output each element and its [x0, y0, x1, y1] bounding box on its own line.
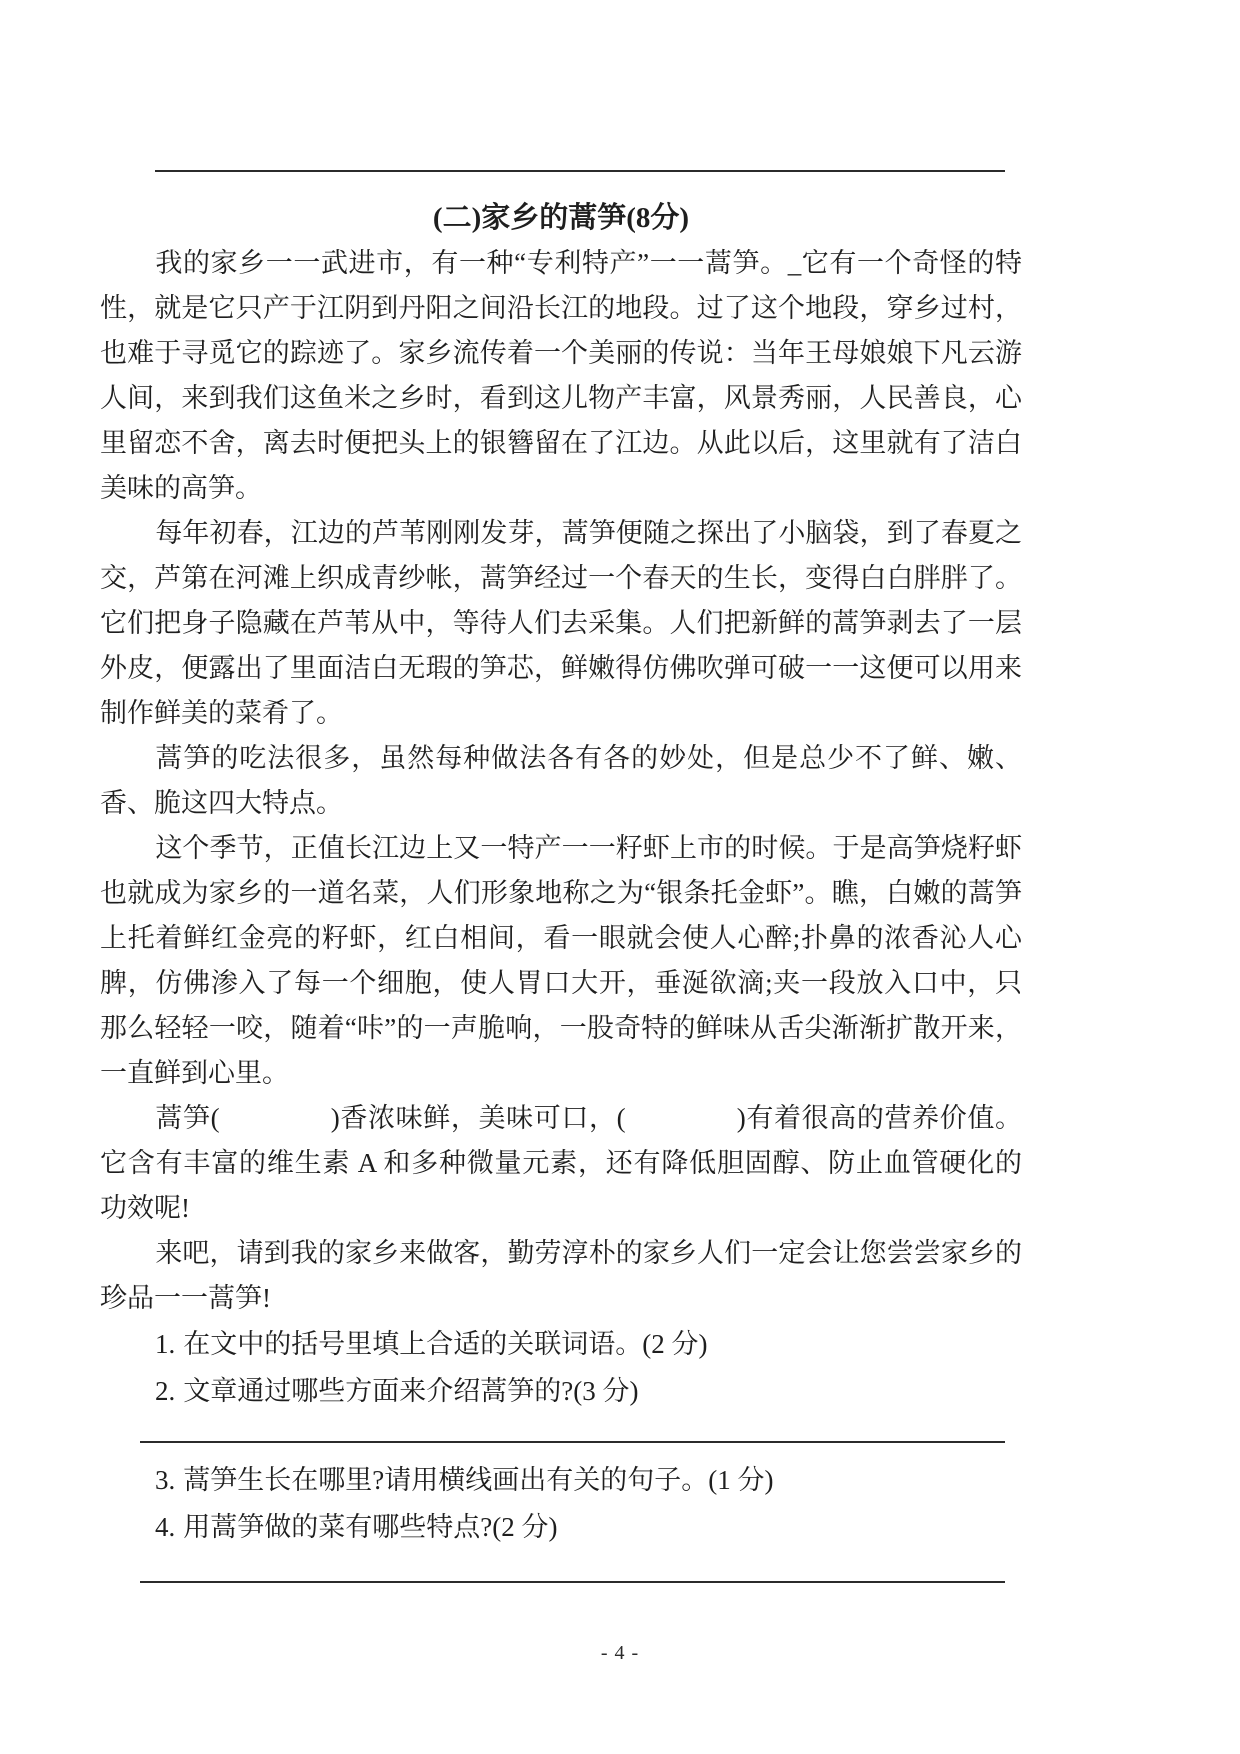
passage-paragraph-1: 我的家乡一一武进市，有一种“专利特产”一一蒿笋。_它有一个奇怪的特性，就是它只产于江阴到丹阳之间沿长江的地段。过了这个地段，穿乡过村，也难于寻觅它的踪迹了。家乡流传着一个美丽的传说：当年王母娘娘下凡云游人间，来到我们这鱼米之乡时，看到这儿物产丰富，风景秀丽，人民善良，心里留恋不舍，离去时便把头上的银簪留在了江边。从此以后，这里就有了洁白美味的高笋。 — [100, 248, 1022, 503]
passage-title: (二)家乡的蒿笋(8分) — [432, 202, 690, 234]
page-footer — [0, 1642, 1240, 1665]
question-1-number: 1. — [155, 1329, 176, 1359]
question-4 — [100, 1504, 1022, 1551]
question-4-text: 用蒿笋做的菜有哪些特点?(2 分) — [183, 1512, 558, 1542]
question-3 — [100, 1457, 1022, 1504]
question-2 — [100, 1368, 1022, 1415]
question-1-text: 在文中的括号里填上合适的关联词语。(2 分) — [183, 1329, 708, 1359]
top-section-divider — [155, 170, 1005, 172]
test-paper-content — [100, 170, 1022, 1583]
passage-paragraph-2: 每年初春，江边的芦苇刚刚发芽，蒿笋便随之探出了小脑袋，到了春夏之交，芦第在河滩上织成青纱帐，蒿笋经过一个春天的生长，变得白白胖胖了。它们把身子隐藏在芦苇从中，等待人们去采集。人们把新鲜的蒿笋剥去了一层外皮，便露出了里面洁白无瑕的笋芯，鲜嫩得仿佛吹弹可破一一这便可以用来制作鲜美的菜肴了。 — [100, 518, 1022, 728]
passage-body — [100, 241, 1022, 1321]
question-3-text: 蒿笋生长在哪里?请用横线画出有关的句子。(1 分) — [183, 1465, 774, 1495]
question-3-number: 3. — [155, 1465, 176, 1495]
passage-paragraph-5: 蒿笋( )香浓味鲜，美味可口，( )有着很高的营养价值。它含有丰富的维生素 A 和多种微量元素，还有降低胆固醇、防止血管硬化的功效呢! — [100, 1103, 1022, 1223]
answer-line-q2 — [140, 1441, 1005, 1443]
passage-paragraph-4: 这个季节，正值长江边上又一特产一一籽虾上市的时候。于是高笋烧籽虾也就成为家乡的一道名菜，人们形象地称之为“银条托金虾”。瞧，白嫩的蒿笋上托着鲜红金亮的籽虾，红白相间，看一眼就会使人心醉;扑鼻的浓香沁人心脾，仿佛渗入了每一个细胞，使人胃口大开，垂涎欲滴;夹一段放入口中，只那么轻轻一咬，随着“咔”的一声脆响，一股奇特的鲜味从舌尖渐渐扩散开来，一直鲜到心里。 — [100, 833, 1022, 1088]
question-2-text: 文章通过哪些方面来介绍蒿笋的?(3 分) — [183, 1376, 639, 1406]
question-2-number: 2. — [155, 1376, 176, 1406]
question-list — [100, 1321, 1022, 1583]
passage-paragraph-6: 来吧，请到我的家乡来做客，勤劳淳朴的家乡人们一定会让您尝尝家乡的珍品一一蒿笋! — [100, 1238, 1022, 1313]
question-1 — [100, 1321, 1022, 1368]
answer-line-q4 — [140, 1581, 1005, 1583]
page-number: - 4 - — [600, 1642, 640, 1664]
passage-paragraph-3: 蒿笋的吃法很多，虽然每种做法各有各的妙处，但是总少不了鲜、嫩、香、脆这四大特点。 — [100, 743, 1022, 818]
question-4-number: 4. — [155, 1512, 176, 1542]
